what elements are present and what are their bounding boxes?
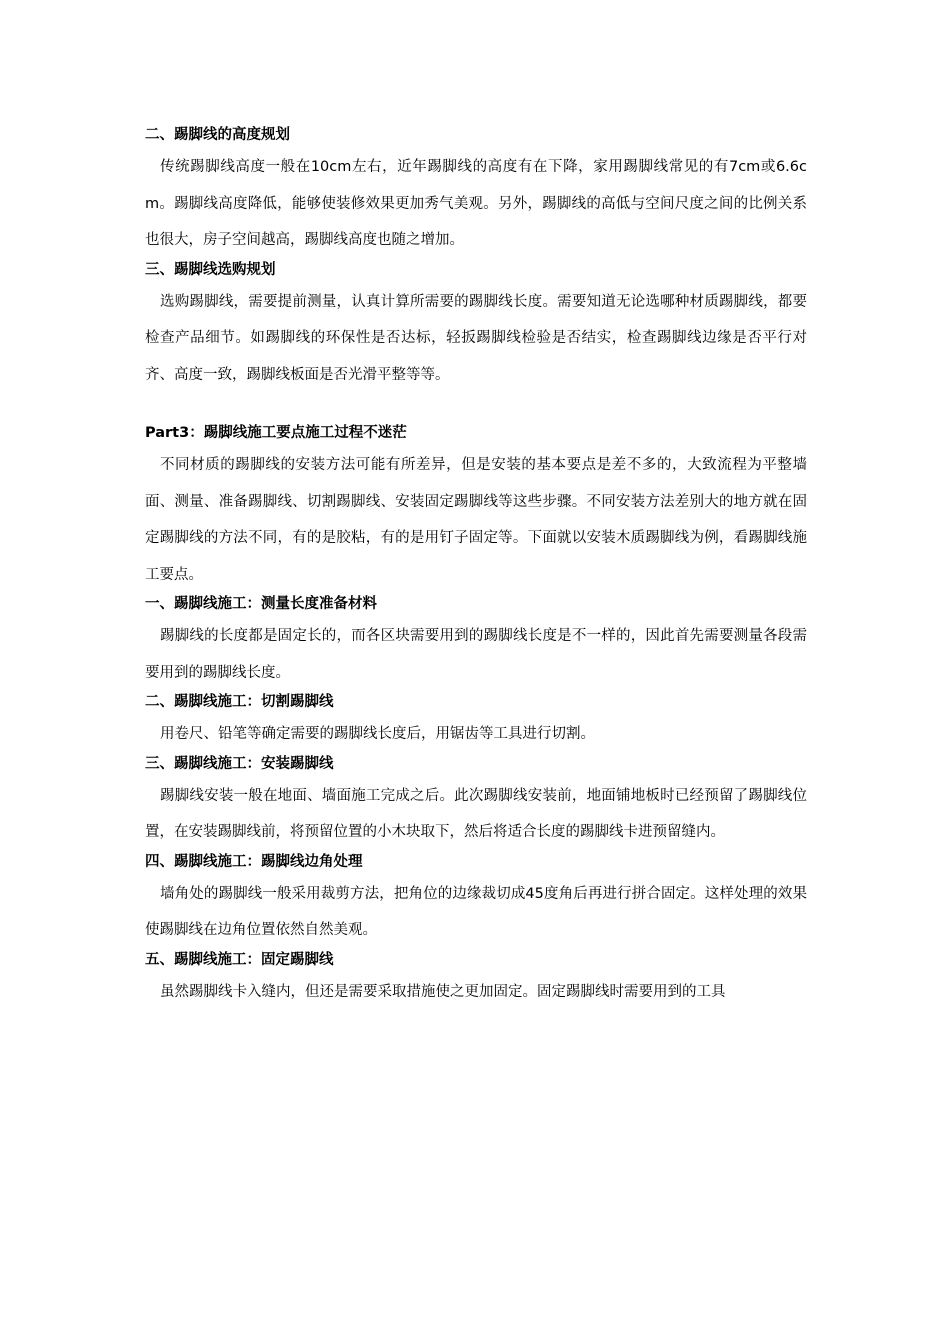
step-heading-corner: 四、踢脚线施工：踢脚线边角处理 [145, 853, 363, 870]
paragraph-install: 踢脚线安装一般在地面、墙面施工完成之后。此次踢脚线安装前，地面铺地板时已经预留了踢脚线位置，在安装踢脚线前，将预留位置的小木块取下，然后将适合长度的踢脚线卡进预留缝内。 [145, 787, 807, 840]
paragraph-buying: 选购踢脚线，需要提前测量，认真计算所需要的踢脚线长度。需要知道无论选哪种材质踢脚线，都要检查产品细节。如踢脚线的环保性是否达标，轻扳踢脚线检验是否结实，检查踢脚线边缘是否平行对齐、高度一致，踢脚线板面是否光滑平整等等。 [145, 293, 807, 383]
paragraph-measure: 踢脚线的长度都是固定长的，而各区块需要用到的踢脚线长度是不一样的，因此首先需要测量各段需要用到的踢脚线长度。 [145, 628, 807, 681]
paragraph-corner: 墙角处的踢脚线一般采用裁剪方法，把角位的边缘裁切成45度角后再进行拼合固定。这样处理的效果使踢脚线在边角位置依然自然美观。 [145, 885, 807, 938]
document-page [145, 124, 807, 1010]
step-heading-measure: 一、踢脚线施工：测量长度准备材料 [145, 596, 377, 612]
step-heading-fix: 五、踢脚线施工：固定踢脚线 [145, 951, 334, 968]
part-heading: Part3：踢脚线施工要点施工过程不迷茫 [145, 425, 407, 441]
step-heading-install: 三、踢脚线施工：安装踢脚线 [145, 755, 334, 772]
paragraph-fix: 虽然踢脚线卡入缝内，但还是需要采取措施使之更加固定。固定踢脚线时需要用到的工具 [160, 983, 726, 1000]
section-heading-buying: 三、踢脚线选购规划 [145, 261, 276, 278]
section-spacer [145, 393, 807, 422]
paragraph-part-intro: 不同材质的踢脚线的安装方法可能有所差异，但是安装的基本要点是差不多的，大致流程为平整墙面、测量、准备踢脚线、切割踢脚线、安装固定踢脚线等这些步骤。不同安装方法差别大的地方就在固定踢脚线的方法不同，有的是胶粘，有的是用钉子固定等。下面就以安装木质踢脚线为例，看踢脚线施工要点。 [145, 457, 807, 583]
paragraph-cut: 用卷尺、铅笔等确定需要的踢脚线长度后，用锯齿等工具进行切割。 [160, 726, 595, 742]
step-heading-cut: 二、踢脚线施工：切割踢脚线 [145, 694, 334, 710]
paragraph-height: 传统踢脚线高度一般在10cm左右，近年踢脚线的高度有在下降，家用踢脚线常见的有7cm或6.6cm。踢脚线高度降低，能够使装修效果更加秀气美观。另外，踢脚线的高低与空间尺度之间的比例关系也很大，房子空间越高，踢脚线高度也随之增加。 [145, 159, 807, 248]
section-heading-height: 二、踢脚线的高度规划 [145, 127, 290, 143]
